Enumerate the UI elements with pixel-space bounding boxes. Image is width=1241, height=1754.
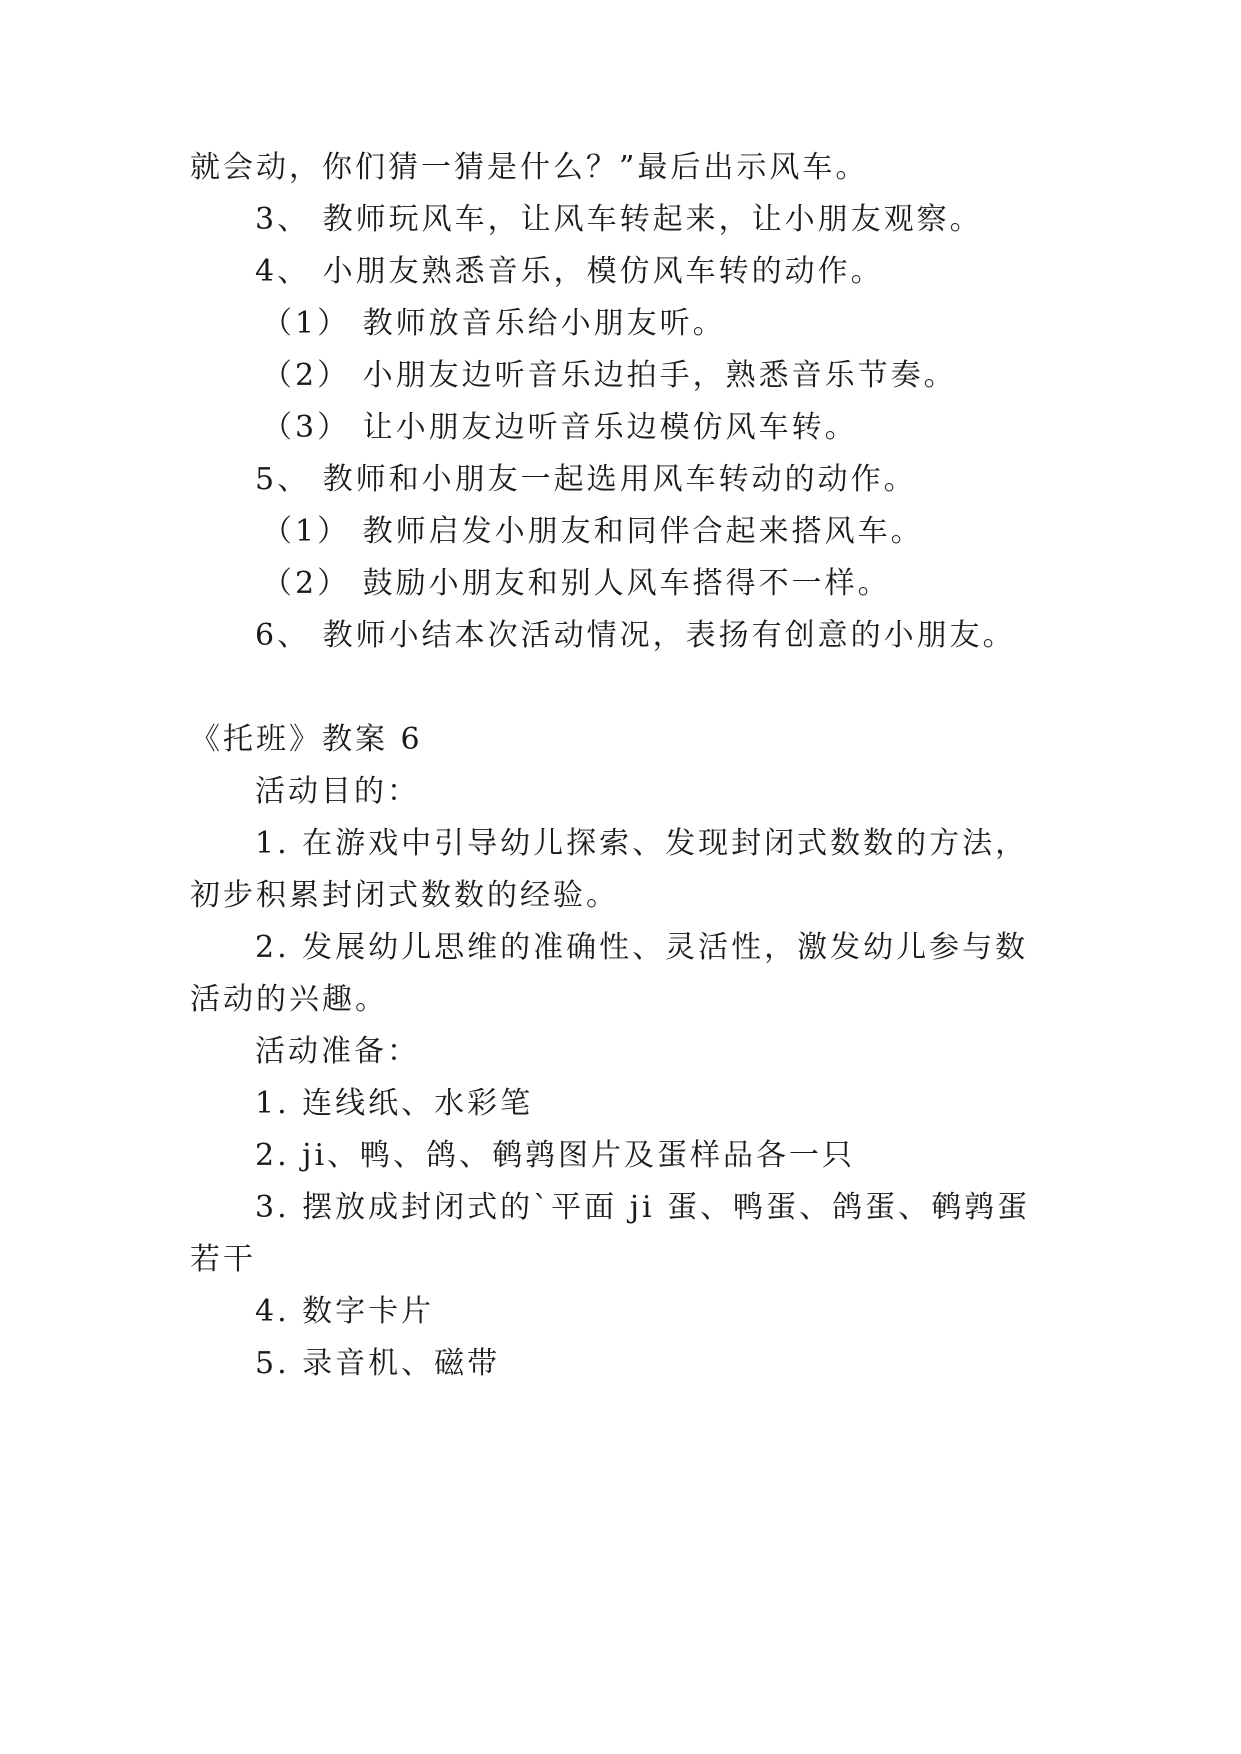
prep-item-4: 4. 数字卡片 <box>255 1294 435 1329</box>
list-item-step-4-sub-3: （3） 让小朋友边听音乐边模仿风车转。 <box>262 410 858 445</box>
list-item-step-5-sub-1: （1） 教师启发小朋友和同伴合起来搭风车。 <box>262 514 924 549</box>
prep-heading: 活动准备： <box>255 1034 420 1069</box>
prep-item-2: 2. ji、鸭、鸽、鹌鹑图片及蛋样品各一只 <box>255 1138 856 1173</box>
list-item-step-4: 4、 小朋友熟悉音乐，模仿风车转的动作。 <box>255 254 884 289</box>
list-item-step-3: 3、 教师玩风车，让风车转起来，让小朋友观察。 <box>255 202 983 237</box>
list-item-step-4-sub-2: （2） 小朋友边听音乐边拍手，熟悉音乐节奏。 <box>262 358 957 393</box>
prep-item-3-line-2: 若干 <box>190 1242 256 1277</box>
list-item-step-4-sub-1: （1） 教师放音乐给小朋友听。 <box>262 306 726 341</box>
prep-item-5: 5. 录音机、磁带 <box>255 1346 501 1381</box>
paragraph-continuation: 就会动，你们猜一猜是什么？”最后出示风车。 <box>190 150 869 185</box>
list-item-step-6: 6、 教师小结本次活动情况，表扬有创意的小朋友。 <box>255 618 1016 653</box>
prep-item-1: 1. 连线纸、水彩笔 <box>255 1086 534 1121</box>
list-item-step-5-sub-2: （2） 鼓励小朋友和别人风车搭得不一样。 <box>262 566 891 601</box>
goal-2-line-1: 2. 发展幼儿思维的准确性、灵活性，激发幼儿参与数 <box>255 930 1029 965</box>
list-item-step-5: 5、 教师和小朋友一起选用风车转动的动作。 <box>255 462 917 497</box>
goal-1-line-2: 初步积累封闭式数数的经验。 <box>190 878 619 913</box>
prep-item-3-line-1: 3. 摆放成封闭式的`平面 ji 蛋、鸭蛋、鸽蛋、鹌鹑蛋 <box>255 1190 1031 1225</box>
goals-heading: 活动目的： <box>255 774 420 809</box>
goal-2-line-2: 活动的兴趣。 <box>190 982 388 1017</box>
section-title: 《托班》教案 6 <box>190 722 423 757</box>
goal-1-line-1: 1. 在游戏中引导幼儿探索、发现封闭式数数的方法， <box>255 826 1029 861</box>
